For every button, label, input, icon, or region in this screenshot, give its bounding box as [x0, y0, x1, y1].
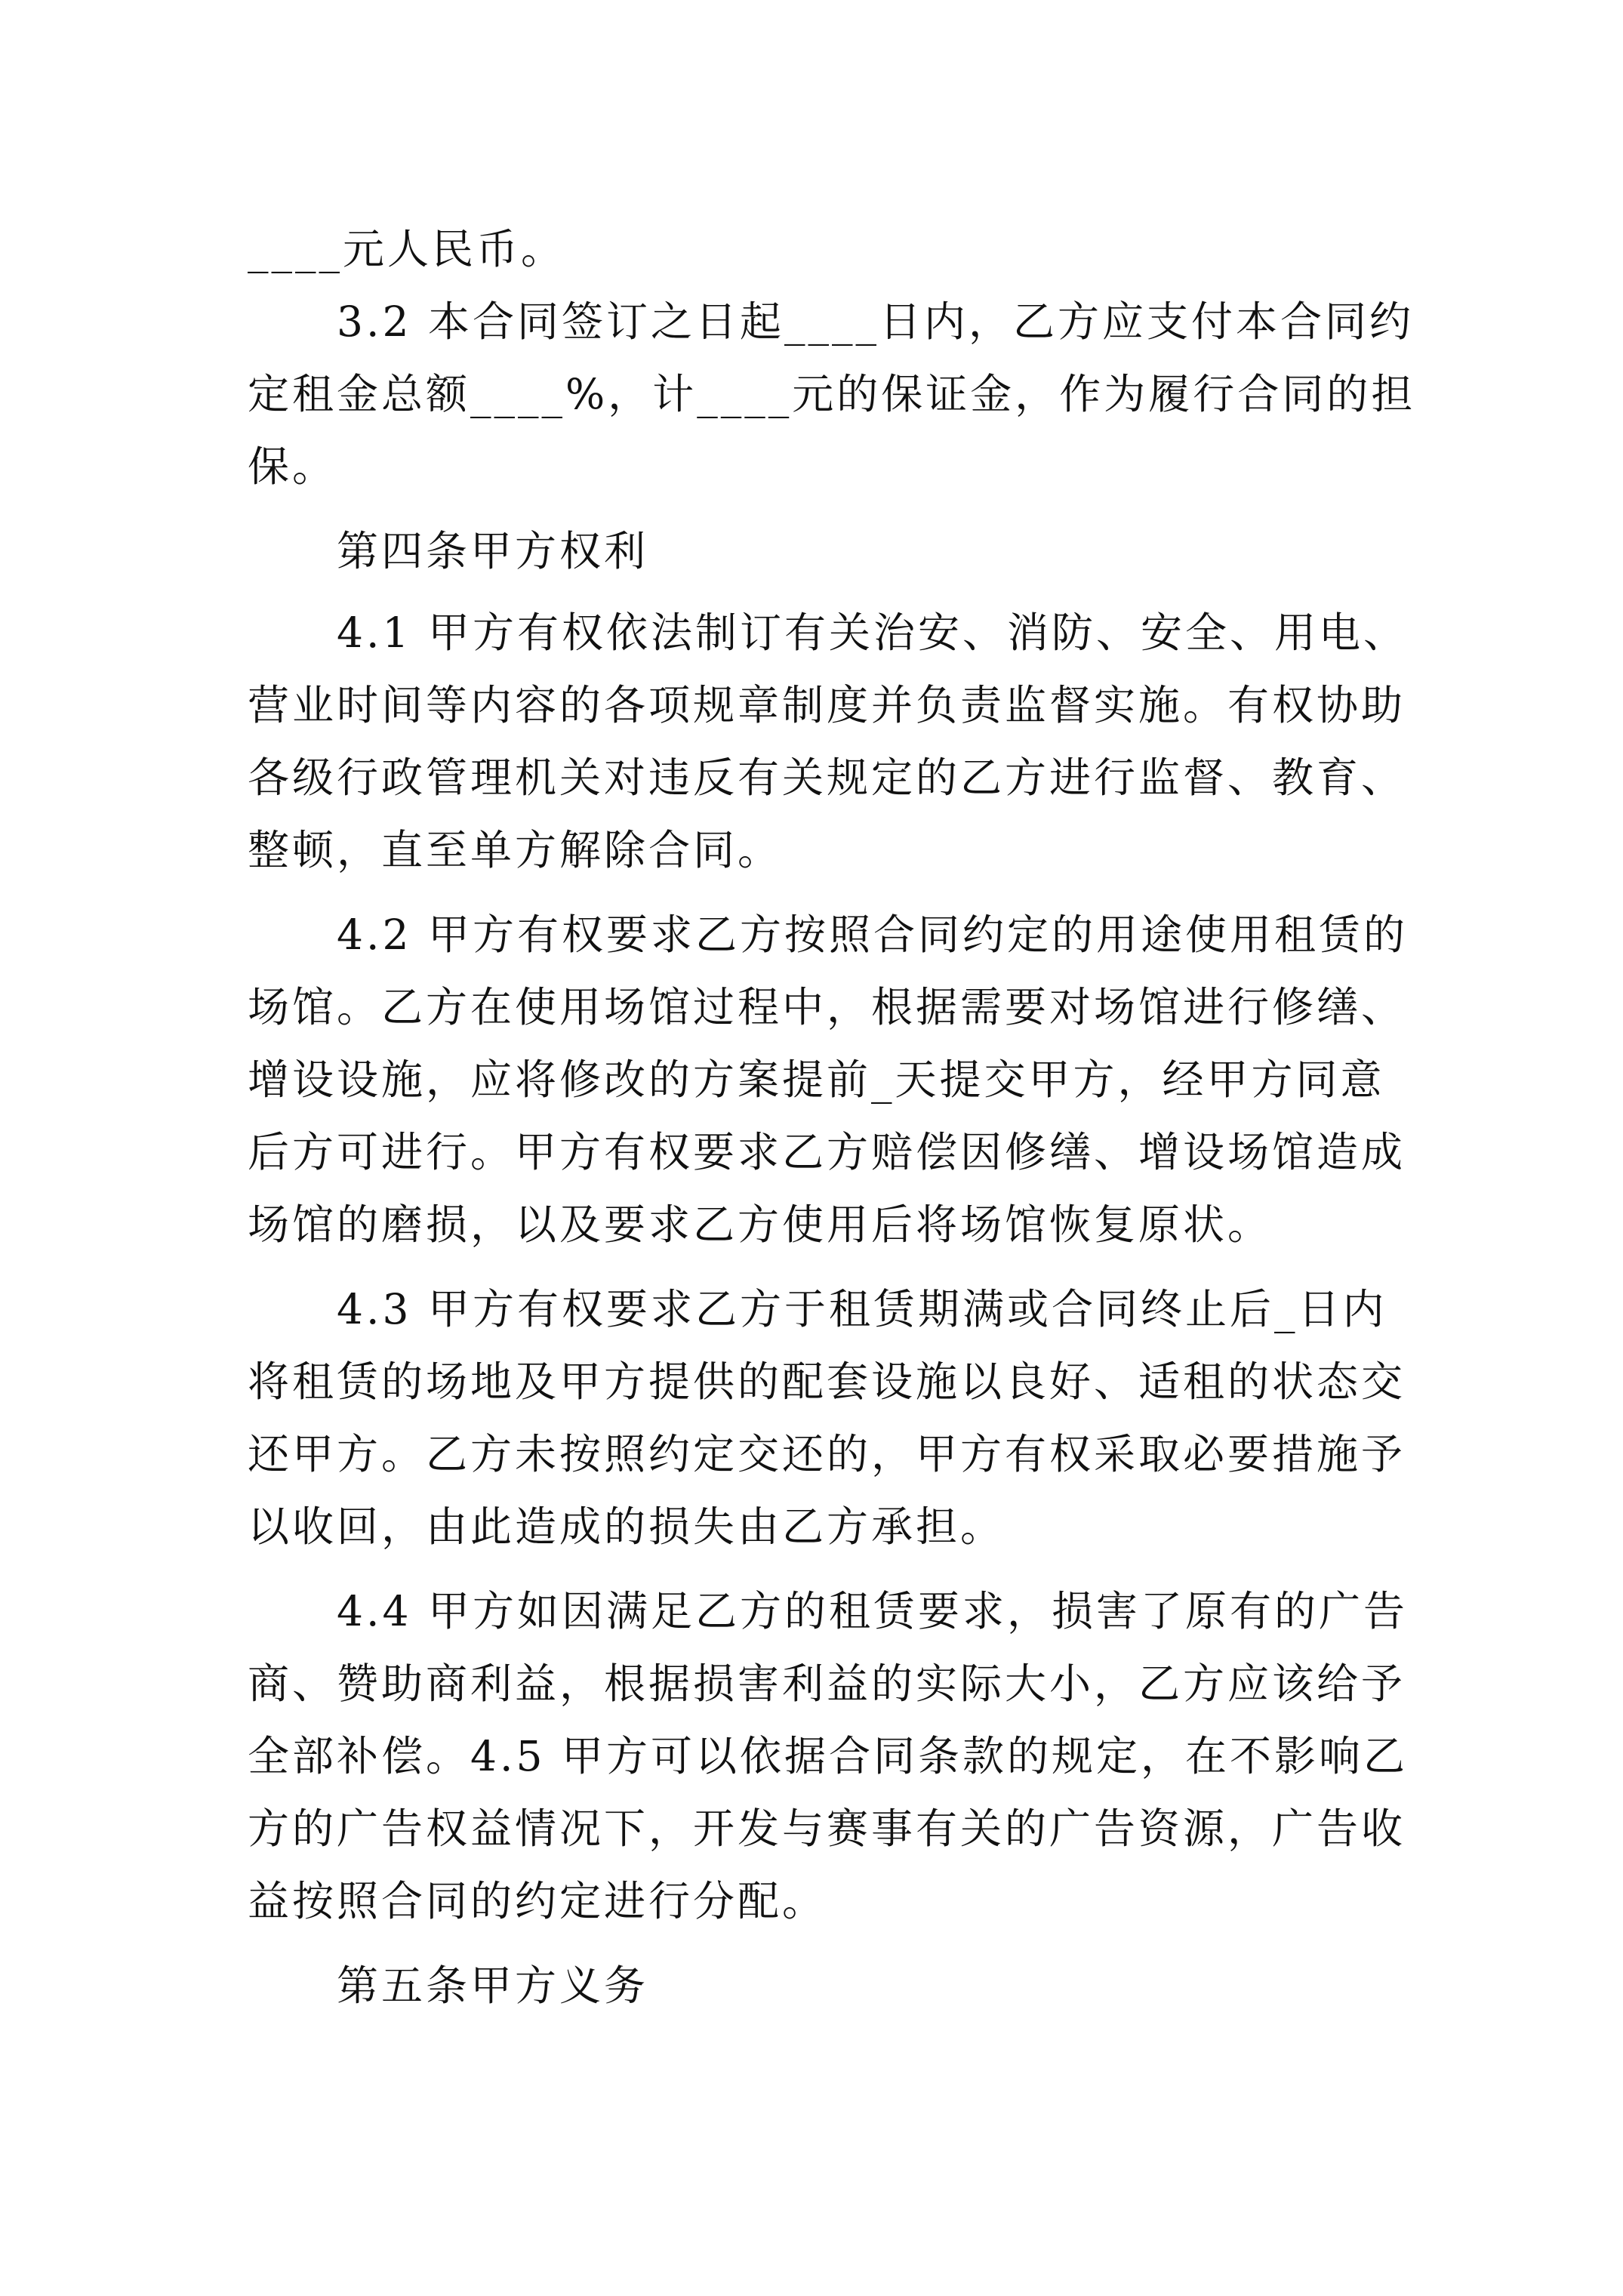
text-line: 增设设施，应将修改的方案提前_天提交甲方，经甲方同意	[248, 1056, 1385, 1104]
text-line: 益按照合同的约定进行分配。	[248, 1877, 827, 1925]
text-line: 4.2 甲方有权要求乙方按照合同约定的用途使用租赁的	[337, 911, 1408, 959]
text-line: 场馆的磨损，以及要求乙方使用后将场馆恢复原状。	[248, 1200, 1273, 1249]
text-line: 商、赞助商利益，根据损害利益的实际大小，乙方应该给予	[248, 1660, 1406, 1708]
text-line: 3.2 本合同签订之日起____日内，乙方应支付本合同约	[337, 297, 1414, 346]
text-line: ____元人民币。	[248, 225, 566, 273]
text-line: 将租赁的场地及甲方提供的配套设施以良好、适租的状态交	[248, 1358, 1406, 1406]
text-line: 保。	[248, 442, 337, 491]
text-line: 4.1 甲方有权依法制订有关治安、消防、安全、用电、	[337, 609, 1408, 657]
text-line: 4.4 甲方如因满足乙方的租赁要求，损害了原有的广告	[337, 1587, 1408, 1635]
text-line: 营业时间等内容的各项规章制度并负责监督实施。有权协助	[248, 681, 1406, 729]
text-line: 后方可进行。甲方有权要求乙方赔偿因修缮、增设场馆造成	[248, 1128, 1406, 1176]
text-line: 各级行政管理机关对违反有关规定的乙方进行监督、教育、	[248, 754, 1406, 802]
text-line: 场馆。乙方在使用场馆过程中，根据需要对场馆进行修缮、	[248, 983, 1406, 1031]
section-heading: 第四条甲方权利	[337, 527, 649, 575]
text-line: 4.3 甲方有权要求乙方于租赁期满或合同终止后_日内	[337, 1285, 1387, 1333]
text-line: 定租金总额____%，计____元的保证金，作为履行合同的担	[248, 370, 1416, 418]
section-heading: 第五条甲方义务	[337, 1962, 649, 2010]
text-line: 全部补偿。4.5 甲方可以依据合同条款的规定，在不影响乙	[248, 1732, 1408, 1780]
text-line: 整顿，直至单方解除合同。	[248, 826, 783, 874]
text-line: 以收回，由此造成的损失由乙方承担。	[248, 1502, 1006, 1551]
text-line: 方的广告权益情况下，开发与赛事有关的广告资源，广告收	[248, 1804, 1406, 1853]
text-line: 还甲方。乙方未按照约定交还的，甲方有权采取必要措施予	[248, 1430, 1406, 1478]
